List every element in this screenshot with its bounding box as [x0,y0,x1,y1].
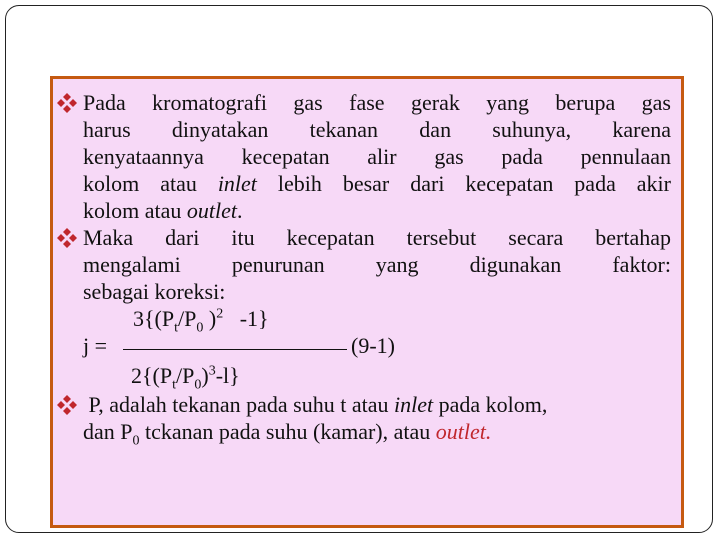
formula-9-1 [83,305,671,391]
fraction-bar [123,349,347,350]
four-diamond-bullet-icon [56,394,78,416]
outlet-accent-text: outlet. [435,419,492,444]
text-line: mengalami penurunan yang digunakan faktor: [83,252,671,277]
text-line: kolom atau outlet. [83,198,243,223]
bullet-paragraph-1 [83,89,671,224]
text-line: Maka dari itu kecepatan tersebut secara bertahap [83,225,671,250]
formula-denominator: $2\{(P_t/P_0)^3-l\}$ [131,363,240,393]
four-diamond-bullet-icon [56,227,78,249]
four-diamond-bullet-icon [56,92,78,114]
text-line: kolom atau inlet lebih besar dari kecepatan pada akir [83,171,671,196]
content-box [50,76,684,528]
slide-frame [5,5,713,533]
equation-number: (9-1) [351,333,395,358]
formula-lhs: j = [83,333,108,358]
text-line: P, adalah tekanan pada suhu t atau inlet pada kolom, [83,392,548,417]
text-line: kenyataannya kecepatan alir gas pada pennulaan [83,144,671,169]
bullet-paragraph-3 [83,391,671,449]
text-line: dan $P_0$ tckanan pada suhu (kamar), atau outlet. [83,419,492,449]
formula-numerator: $3\{(P_t/P_0$ )$^2$ -1} [133,306,269,336]
text-line: sebagai koreksi: [83,279,226,304]
slide-text [83,89,671,449]
bullet-paragraph-2 [83,224,671,305]
text-line: Pada kromatografi gas fase gerak yang berupa gas [83,90,671,115]
text-line: harus dinyatakan tekanan dan suhunya, karena [83,117,671,142]
